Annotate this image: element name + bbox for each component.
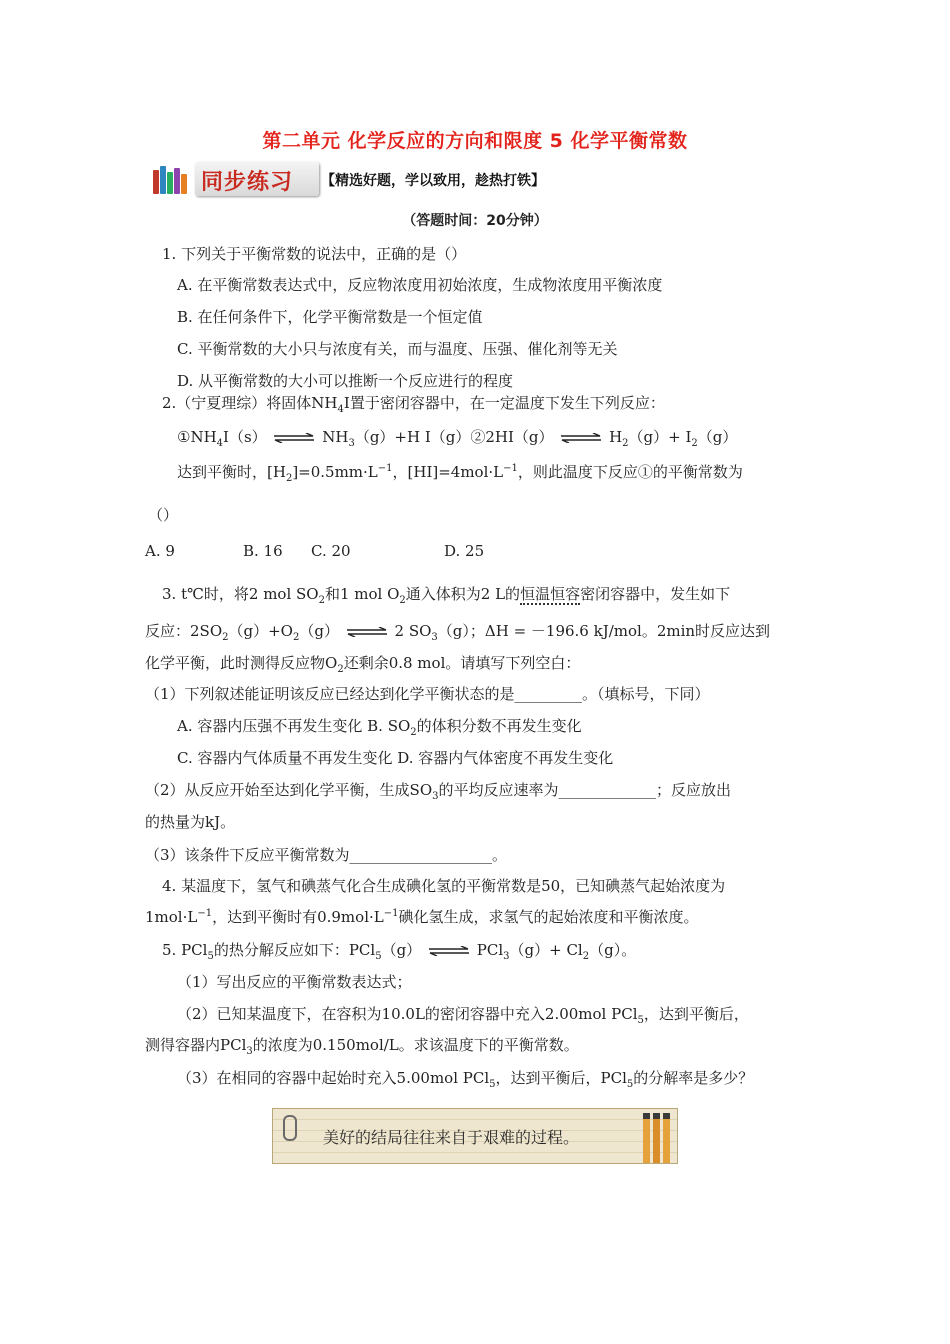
q1-stem: 1. 下列关于平衡常数的说法中，正确的是（）: [162, 245, 467, 263]
practice-banner: [153, 160, 593, 200]
books-icon: [153, 166, 191, 194]
q4-line2: $1mol\cdot L^{-1}$，达到平衡时有$0.9mol\cdot L^{-1}$碘化氢生成，求氢气的起始浓度和平衡浓度。: [145, 908, 699, 926]
q2-reactions: $①NH_4I(s)$ $NH_3(g)+H$ I（g）②2HI（g） $H_2(g)+ I_2(g)$: [177, 428, 738, 449]
equilibrium-arrow-icon: [273, 433, 315, 443]
motto-text: 美好的结局往往来自于艰难的过程。: [323, 1128, 580, 1147]
q3-part1: （1）下列叙述能证明该反应已经达到化学平衡状态的是_________。（填标号，下同）: [145, 685, 710, 703]
q5-line1: 5. PCl$_5$的热分解反应如下：PCl$_5$（g） $PCl_3(g)+ Cl_2(g)$。: [162, 941, 637, 962]
answer-time: （答题时间：20分钟）: [402, 213, 548, 229]
page-title: 第二单元 化学反应的方向和限度 5 化学平衡常数: [262, 130, 688, 152]
q2-option-c: C. 20: [311, 542, 351, 560]
q2-option-d: D. 25: [444, 542, 485, 560]
q2-answer-blank: （）: [148, 506, 179, 524]
q3-part3: （3）该条件下反应平衡常数为___________________。: [145, 846, 508, 864]
q1-option-a: A. 在平衡常数表达式中，反应物浓度用初始浓度，生成物浓度用平衡浓度: [177, 276, 663, 294]
banner-subtitle: 【精选好题，学以致用，趁热打铁】: [321, 173, 545, 189]
q3-line3: 化学平衡，此时测得反应物$O_2$还剩余0.8 mol。请填写下列空白：: [145, 654, 581, 675]
q5-part2-cont: 测得容器内PCl$_3$的浓度为0.150mol/L。求该温度下的平衡常数。: [145, 1036, 579, 1057]
equilibrium-arrow-icon: [428, 946, 470, 956]
q1-option-c: C. 平衡常数的大小只与浓度有关，而与温度、压强、催化剂等无关: [177, 340, 618, 358]
paperclip-icon: [283, 1115, 297, 1141]
q3-part2: （2）从反应开始至达到化学平衡，生成$SO_3$的平均反应速率为_____________；反应放出: [145, 781, 732, 802]
q2-condition: 达到平衡时，$[H_2]=0.5mm\cdot L^{-1}$，$[HI]=4mol\cdot L^{-1}$，则此温度下反应①的平衡常数为: [177, 463, 743, 484]
equilibrium-arrow-icon: [560, 433, 602, 443]
equilibrium-arrow-icon: [346, 627, 388, 637]
q5-part3: （3）在相同的容器中起始时充入5.00mol PCl$_5$，达到平衡后，PCl$_5$的分解率是多少？: [177, 1069, 754, 1090]
q4-line1: 4. 某温度下，氢气和碘蒸气化合生成碘化氢的平衡常数是50，已知碘蒸气起始浓度为: [162, 877, 726, 895]
banner-label: 同步练习: [201, 170, 294, 195]
q3-line2: 反应：$2SO_2(g)+O_2(g)$ 2 $SO_3(g)$；ΔH = －196.6 kJ/mol。2min时反应达到: [145, 622, 771, 643]
q5-part2: （2）已知某温度下，在容积为10.0L的密闭容器中充入2.00mol PCl$_5$，达到平衡后，: [177, 1005, 749, 1026]
banner-label-box: [195, 162, 319, 196]
q5-part1: （1）写出反应的平衡常数表达式；: [177, 973, 412, 991]
q3-part2-cont: 的热量为kJ。: [145, 813, 236, 831]
q1-option-d: D. 从平衡常数的大小可以推断一个反应进行的程度: [177, 372, 514, 390]
q2-stem: 2.（宁夏理综）将固体$NH_4I$置于密闭容器中，在一定温度下发生下列反应：: [162, 394, 665, 415]
q3-part1-options-ab: A. 容器内压强不再发生变化 B. $SO_2$的体积分数不再发生变化: [177, 717, 582, 738]
q3-line1: 3. t℃时，将2 mol $SO_2$和1 mol $O_2$通入体积为2 L的恒温恒容密闭容器中，发生如下: [162, 585, 731, 606]
q3-part1-options-cd: C. 容器内气体质量不再发生变化 D. 容器内气体密度不再发生变化: [177, 749, 614, 767]
motto-banner: [272, 1108, 678, 1164]
q2-option-a: A. 9: [145, 542, 175, 560]
q2-option-b: B. 16: [243, 542, 283, 560]
q1-option-b: B. 在任何条件下，化学平衡常数是一个恒定值: [177, 308, 483, 326]
